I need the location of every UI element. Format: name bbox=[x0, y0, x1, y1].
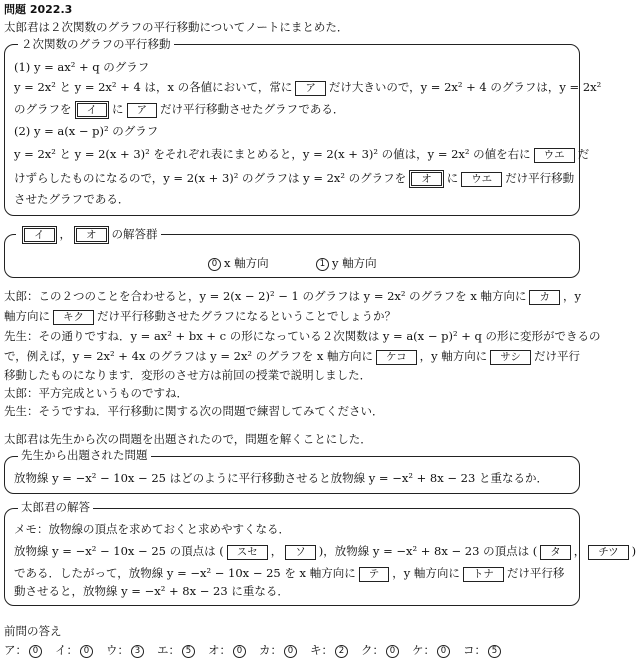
prev-answer-item bbox=[208, 643, 249, 657]
text: だけ大きいので，y = 2x² + 4 のグラフは，y = 2x² bbox=[328, 80, 602, 94]
prev-answer-value: 2 bbox=[335, 645, 348, 658]
text: y 軸方向 bbox=[332, 256, 377, 270]
answer-box-a[interactable]: ア bbox=[127, 103, 158, 118]
note-line-4 bbox=[14, 170, 574, 188]
prev-answer-item bbox=[259, 643, 300, 657]
text: ) bbox=[631, 544, 636, 558]
answer-box-kiku[interactable]: キク bbox=[53, 310, 94, 325]
answer-box-ka[interactable]: カ bbox=[529, 290, 560, 305]
text: だけ平行移動 bbox=[505, 171, 575, 185]
prev-answer-key: エ： bbox=[157, 643, 180, 657]
dialog-line-7: 先生：そうですね．平行移動に関する次の問題で練習してみてください． bbox=[4, 404, 384, 418]
text: で，例えば，y = 2x² + 4x のグラフは y = 2x² のグラフを x 軸方向に bbox=[4, 349, 373, 363]
answer-box-legend: 太郎君の解答 bbox=[18, 500, 93, 514]
answer-line-1 bbox=[14, 544, 636, 560]
answer-box-tona[interactable]: トナ bbox=[463, 567, 504, 582]
choice-option-1 bbox=[314, 256, 377, 271]
text: に bbox=[112, 102, 124, 116]
prev-answer-value: 5 bbox=[488, 645, 501, 658]
prev-answer-key: コ： bbox=[463, 643, 486, 657]
answer-box-o[interactable]: オ bbox=[74, 226, 109, 244]
note-heading-1: (1) y = ax² + q のグラフ bbox=[14, 60, 150, 74]
text: y = 2x² と y = 2x² + 4 は，x の各値において，常に bbox=[14, 80, 293, 94]
text: ，y bbox=[562, 289, 581, 303]
choice-number-0: 0 bbox=[208, 258, 221, 271]
prev-answer-value: 0 bbox=[80, 645, 93, 658]
answer-box-suse[interactable]: スセ bbox=[227, 545, 268, 560]
note-box-legend: ２次関数のグラフの平行移動 bbox=[18, 37, 174, 51]
dialog-line-2 bbox=[4, 309, 396, 325]
text: ，y 軸方向に bbox=[392, 566, 460, 580]
note-line-1 bbox=[14, 80, 601, 96]
prev-answer-key: ケ： bbox=[412, 643, 435, 657]
prev-answer-item bbox=[106, 643, 147, 657]
text: x 軸方向 bbox=[224, 256, 269, 270]
note-line-2 bbox=[14, 101, 344, 119]
prev-answer-value: 0 bbox=[233, 645, 246, 658]
prev-answer-value: 0 bbox=[386, 645, 399, 658]
answer-box-ue[interactable]: ウエ bbox=[461, 172, 502, 187]
note-line-3 bbox=[14, 147, 589, 163]
prev-answer-key: カ： bbox=[259, 643, 282, 657]
text: ， bbox=[59, 227, 71, 241]
dialog-line-6: 太郎：平方完成というものですね． bbox=[4, 386, 188, 400]
prev-answer-key: ク： bbox=[361, 643, 384, 657]
dialog-line-4 bbox=[4, 349, 580, 365]
prev-answer-key: イ： bbox=[55, 643, 78, 657]
text: 放物線 y = −x² − 10x − 25 の頂点は ( bbox=[14, 544, 224, 558]
answer-line-2 bbox=[14, 566, 564, 582]
answer-box-sashi[interactable]: サシ bbox=[490, 350, 531, 365]
prev-answer-key: ウ： bbox=[106, 643, 129, 657]
text: )，放物線 y = −x² + 8x − 23 の頂点は ( bbox=[318, 544, 538, 558]
prev-answer-item bbox=[412, 643, 453, 657]
prev-answer-item bbox=[55, 643, 96, 657]
dialog-line-5: 移動したものになります．変形のさせ方は前回の授業で説明しました． bbox=[4, 368, 372, 382]
prev-answer-value: 0 bbox=[284, 645, 297, 658]
text: だけ平行 bbox=[534, 349, 581, 363]
answer-box-ue[interactable]: ウエ bbox=[534, 148, 575, 163]
choice-option-0 bbox=[206, 256, 269, 271]
text: ， bbox=[573, 544, 586, 558]
prev-answer-key: ア： bbox=[4, 643, 27, 657]
prev-answers-label: 前問の答え bbox=[4, 624, 62, 638]
text: y = 2x² と y = 2(x + 3)² をそれぞれ表にまとめると，y = 2(x + 3)² の値は，y = 2x² の値を右に bbox=[14, 147, 531, 161]
answer-line-3: 動させると，放物線 y = −x² + 8x − 23 に重なる． bbox=[14, 584, 289, 598]
answer-box-i[interactable]: イ bbox=[22, 226, 57, 244]
text: だけ平行移 bbox=[506, 566, 565, 580]
prev-answer-value: 5 bbox=[182, 645, 195, 658]
prev-answer-item bbox=[310, 643, 351, 657]
answer-box-so[interactable]: ソ bbox=[285, 545, 316, 560]
problem-text: 放物線 y = −x² − 10x − 25 はどのように平行移動させると放物線 y = −x² + 8x − 23 と重なるか． bbox=[14, 471, 548, 485]
note-line-5: させたグラフである． bbox=[14, 192, 130, 206]
prev-answer-item bbox=[463, 643, 504, 657]
text: だけ平行移動させたグラフになるということでしょうか？ bbox=[97, 309, 396, 323]
text: のグラフを bbox=[14, 102, 72, 116]
text: に bbox=[446, 171, 459, 185]
note-heading-2: (2) y = a(x − p)² のグラフ bbox=[14, 124, 159, 138]
problem-box-legend: 先生から出題された問題 bbox=[18, 448, 151, 462]
prev-answer-value: 0 bbox=[437, 645, 450, 658]
text: 軸方向に bbox=[4, 309, 50, 323]
prev-answer-value: 3 bbox=[131, 645, 144, 658]
text: である．したがって，放物線 y = −x² − 10x − 25 を x 軸方向に bbox=[14, 566, 356, 580]
prev-answer-key: オ： bbox=[208, 643, 231, 657]
dialog-line-1 bbox=[4, 289, 581, 305]
answer-box-keko[interactable]: ケコ bbox=[376, 350, 417, 365]
answer-box-o[interactable]: オ bbox=[409, 170, 444, 188]
prev-answer-value: 0 bbox=[29, 645, 42, 658]
answer-box-ta[interactable]: タ bbox=[540, 545, 571, 560]
text: の解答群 bbox=[111, 227, 158, 241]
choice-box-legend bbox=[16, 226, 161, 244]
prev-answer-item bbox=[361, 643, 402, 657]
answer-box-a[interactable]: ア bbox=[295, 81, 326, 96]
answer-box-te[interactable]: テ bbox=[359, 567, 390, 582]
text: だ bbox=[577, 147, 590, 161]
text: ， bbox=[270, 544, 283, 558]
prev-answer-item bbox=[4, 643, 45, 657]
intro-text: 太郎君は２次関数のグラフの平行移動についてノートにまとめた． bbox=[4, 20, 349, 34]
dialog-line-3: 先生：その通りですね．y = ax² + bx + c の形になっている２次関数は y = a(x − p)² + q の形に変形ができるの bbox=[4, 329, 601, 343]
text: 太郎：この２つのことを合わせると，y = 2(x − 2)² − 1 のグラフは y = 2x² のグラフを x 軸方向に bbox=[4, 289, 527, 303]
prev-answer-item bbox=[157, 643, 198, 657]
choice-number-1: 1 bbox=[316, 258, 329, 271]
answer-box-chitsu[interactable]: チツ bbox=[588, 545, 628, 560]
prev-answers-list bbox=[4, 643, 514, 658]
problem-title: 問題 2022.3 bbox=[4, 3, 73, 16]
text: けずらしたものになるので，y = 2(x + 3)² のグラフは y = 2x² のグラフを bbox=[14, 171, 407, 185]
transition-text: 太郎君は先生から次の問題を出題されたので，問題を解くことにした． bbox=[4, 432, 372, 446]
text: だけ平行移動させたグラフである． bbox=[160, 102, 345, 116]
prev-answer-key: キ： bbox=[310, 643, 333, 657]
answer-memo: メモ：放物線の頂点を求めておくと求めやすくなる． bbox=[14, 522, 290, 536]
text: ，y 軸方向に bbox=[419, 349, 488, 363]
answer-box-i[interactable]: イ bbox=[75, 101, 110, 119]
